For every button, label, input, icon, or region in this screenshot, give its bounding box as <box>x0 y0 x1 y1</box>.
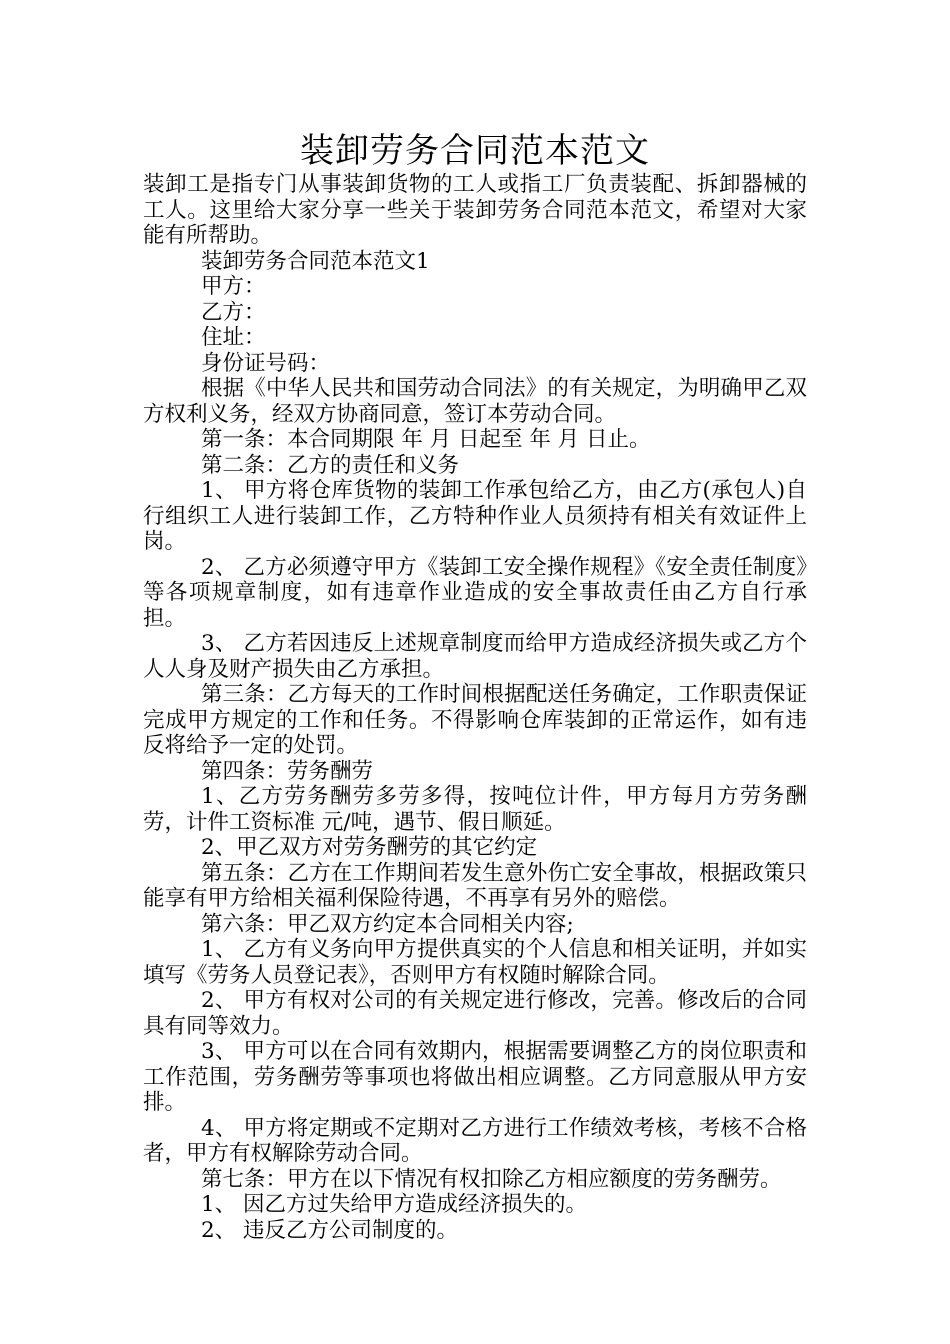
paragraph: 第二条：乙方的责任和义务 <box>201 452 460 478</box>
paragraph: 第三条：乙方每天的工作时间根据配送任务确定，工作职责保证完成甲方规定的工作和任务。不得影响仓库装卸的正常运作，如有违反将给予一定的处罚。 <box>143 682 807 758</box>
paragraph: 乙方： <box>201 299 266 325</box>
paragraph: 第五条：乙方在工作期间若发生意外伤亡安全事故，根据政策只能享有甲方给相关福利保险待遇，不再享有另外的赔偿。 <box>143 860 807 911</box>
paragraph: 身份证号码： <box>201 350 331 376</box>
document-title: 装卸劳务合同范本范文 <box>300 131 650 171</box>
paragraph: 1、乙方劳务酬劳多劳多得，按吨位计件，甲方每月方劳务酬劳，计件工资标准 元/吨，遇节、假日顺延。 <box>143 784 807 835</box>
document-body <box>143 172 807 1243</box>
paragraph: 1、 因乙方过失给甲方造成经济损失的。 <box>201 1192 588 1217</box>
paragraph: 3、 乙方若因违反上述规章制度而给甲方造成经济损失或乙方个人人身及财产损失由乙方承担。 <box>143 631 807 682</box>
paragraph: 第一条：本合同期限 年 月 日起至 年 月 日止。 <box>201 427 651 452</box>
paragraph: 甲方： <box>201 274 266 299</box>
paragraph: 1、 甲方将仓库货物的装卸工作承包给乙方，由乙方(承包人)自行组织工人进行装卸工作，乙方特种作业人员须持有相关有效证件上岗。 <box>143 478 807 554</box>
paragraph: 第四条：劳务酬劳 <box>201 758 374 784</box>
paragraph: 装卸劳务合同范本范文1 <box>201 248 430 274</box>
paragraph: 3、 甲方可以在合同有效期内，根据需要调整乙方的岗位职责和工作范围，劳务酬劳等事项也将做出相应调整。乙方同意服从甲方安排。 <box>143 1039 807 1115</box>
paragraph: 第七条：甲方在以下情况有权扣除乙方相应额度的劳务酬劳。 <box>201 1166 782 1192</box>
paragraph: 2、 甲方有权对公司的有关规定进行修改，完善。修改后的合同具有同等效力。 <box>143 988 807 1039</box>
paragraph: 2、 违反乙方公司制度的。 <box>201 1217 459 1243</box>
paragraph: 装卸工是指专门从事装卸货物的工人或指工厂负责装配、拆卸器械的工人。这里给大家分享一些关于装卸劳务合同范本范文，希望对大家能有所帮助。 <box>143 172 807 248</box>
paragraph: 2、 乙方必须遵守甲方《装卸工安全操作规程》《安全责任制度》等各项规章制度，如有违章作业造成的安全事故责任由乙方自行承担。 <box>143 554 807 631</box>
paragraph: 1、 乙方有义务向甲方提供真实的个人信息和相关证明，并如实填写《劳务人员登记表》，否则甲方有权随时解除合同。 <box>143 937 807 988</box>
paragraph: 住址： <box>201 325 266 350</box>
paragraph: 2、甲乙双方对劳务酬劳的其它约定 <box>201 835 538 860</box>
paragraph: 第六条：甲乙双方约定本合同相关内容; <box>201 911 574 937</box>
paragraph: 4、 甲方将定期或不定期对乙方进行工作绩效考核，考核不合格者，甲方有权解除劳动合同。 <box>143 1115 807 1166</box>
document-page <box>143 128 807 1243</box>
paragraph: 根据《中华人民共和国劳动合同法》的有关规定，为明确甲乙双方权利义务，经双方协商同意，签订本劳动合同。 <box>143 376 807 427</box>
